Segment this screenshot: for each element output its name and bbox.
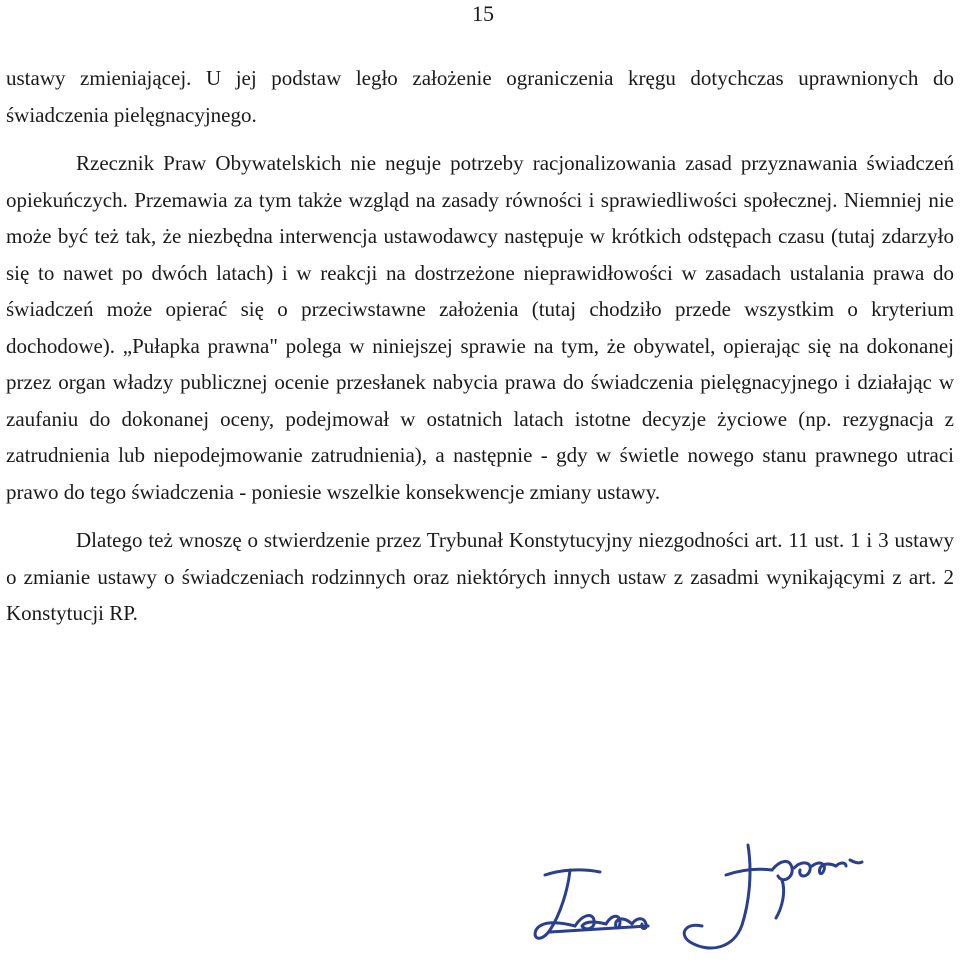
handwritten-signature (520, 830, 900, 960)
paragraph-3: Dlatego też wnoszę o stwierdzenie przez Trybunał Konstytucyjny niezgodności art. 11 ust. 1 i 3 ustawy o zmianie ustawy o świadczeniach rodzinnych oraz niektórych innych ustaw z zasadmi wynikającymi z art. 2 Konstytucji RP. (6, 528, 954, 625)
page-number: 15 (472, 1, 494, 26)
paragraph-1: ustawy zmieniającej. U jej podstaw legło założenie ograniczenia kręgu dotychczas uprawnionych do świadczenia pielęgnacyjnego. (6, 66, 954, 127)
document-body (6, 60, 954, 632)
paragraph-2: Rzecznik Praw Obywatelskich nie neguje potrzeby racjonalizowania zasad przyznawania świadczeń opiekuńczych. Przemawia za tym także wzgląd na zasady równości i sprawiedliwości społecznej. Niemniej nie może być też tak, że niezbędna interwencja ustawodawcy następuje w krótkich odstępach czasu (tutaj zdarzyło się to nawet po dwóch latach) i w reakcji na dostrzeżone nieprawidłowości w zasadach ustalania prawa do świadczeń może opierać się o przeciwstawne założenia (tutaj chodziło przede wszystkim o kryterium dochodowe). „Pułapka prawna" polega w niniejszej sprawie na tym, że obywatel, opierając się na dokonanej przez organ władzy publicznej ocenie przesłanek nabycia prawa do świadczenia pielęgnacyjnego i działając w zaufaniu do dokonanej oceny, podejmował w ostatnich latach istotne decyzje życiowe (np. rezygnacja z zatrudnienia lub niepodejmowanie zatrudnienia), a następnie - gdy w świetle nowego stanu prawnego utraci prawo do tego świadczenia - poniesie wszelkie konsekwencje zmiany ustawy. (6, 151, 954, 504)
signature-drawing (520, 830, 900, 960)
